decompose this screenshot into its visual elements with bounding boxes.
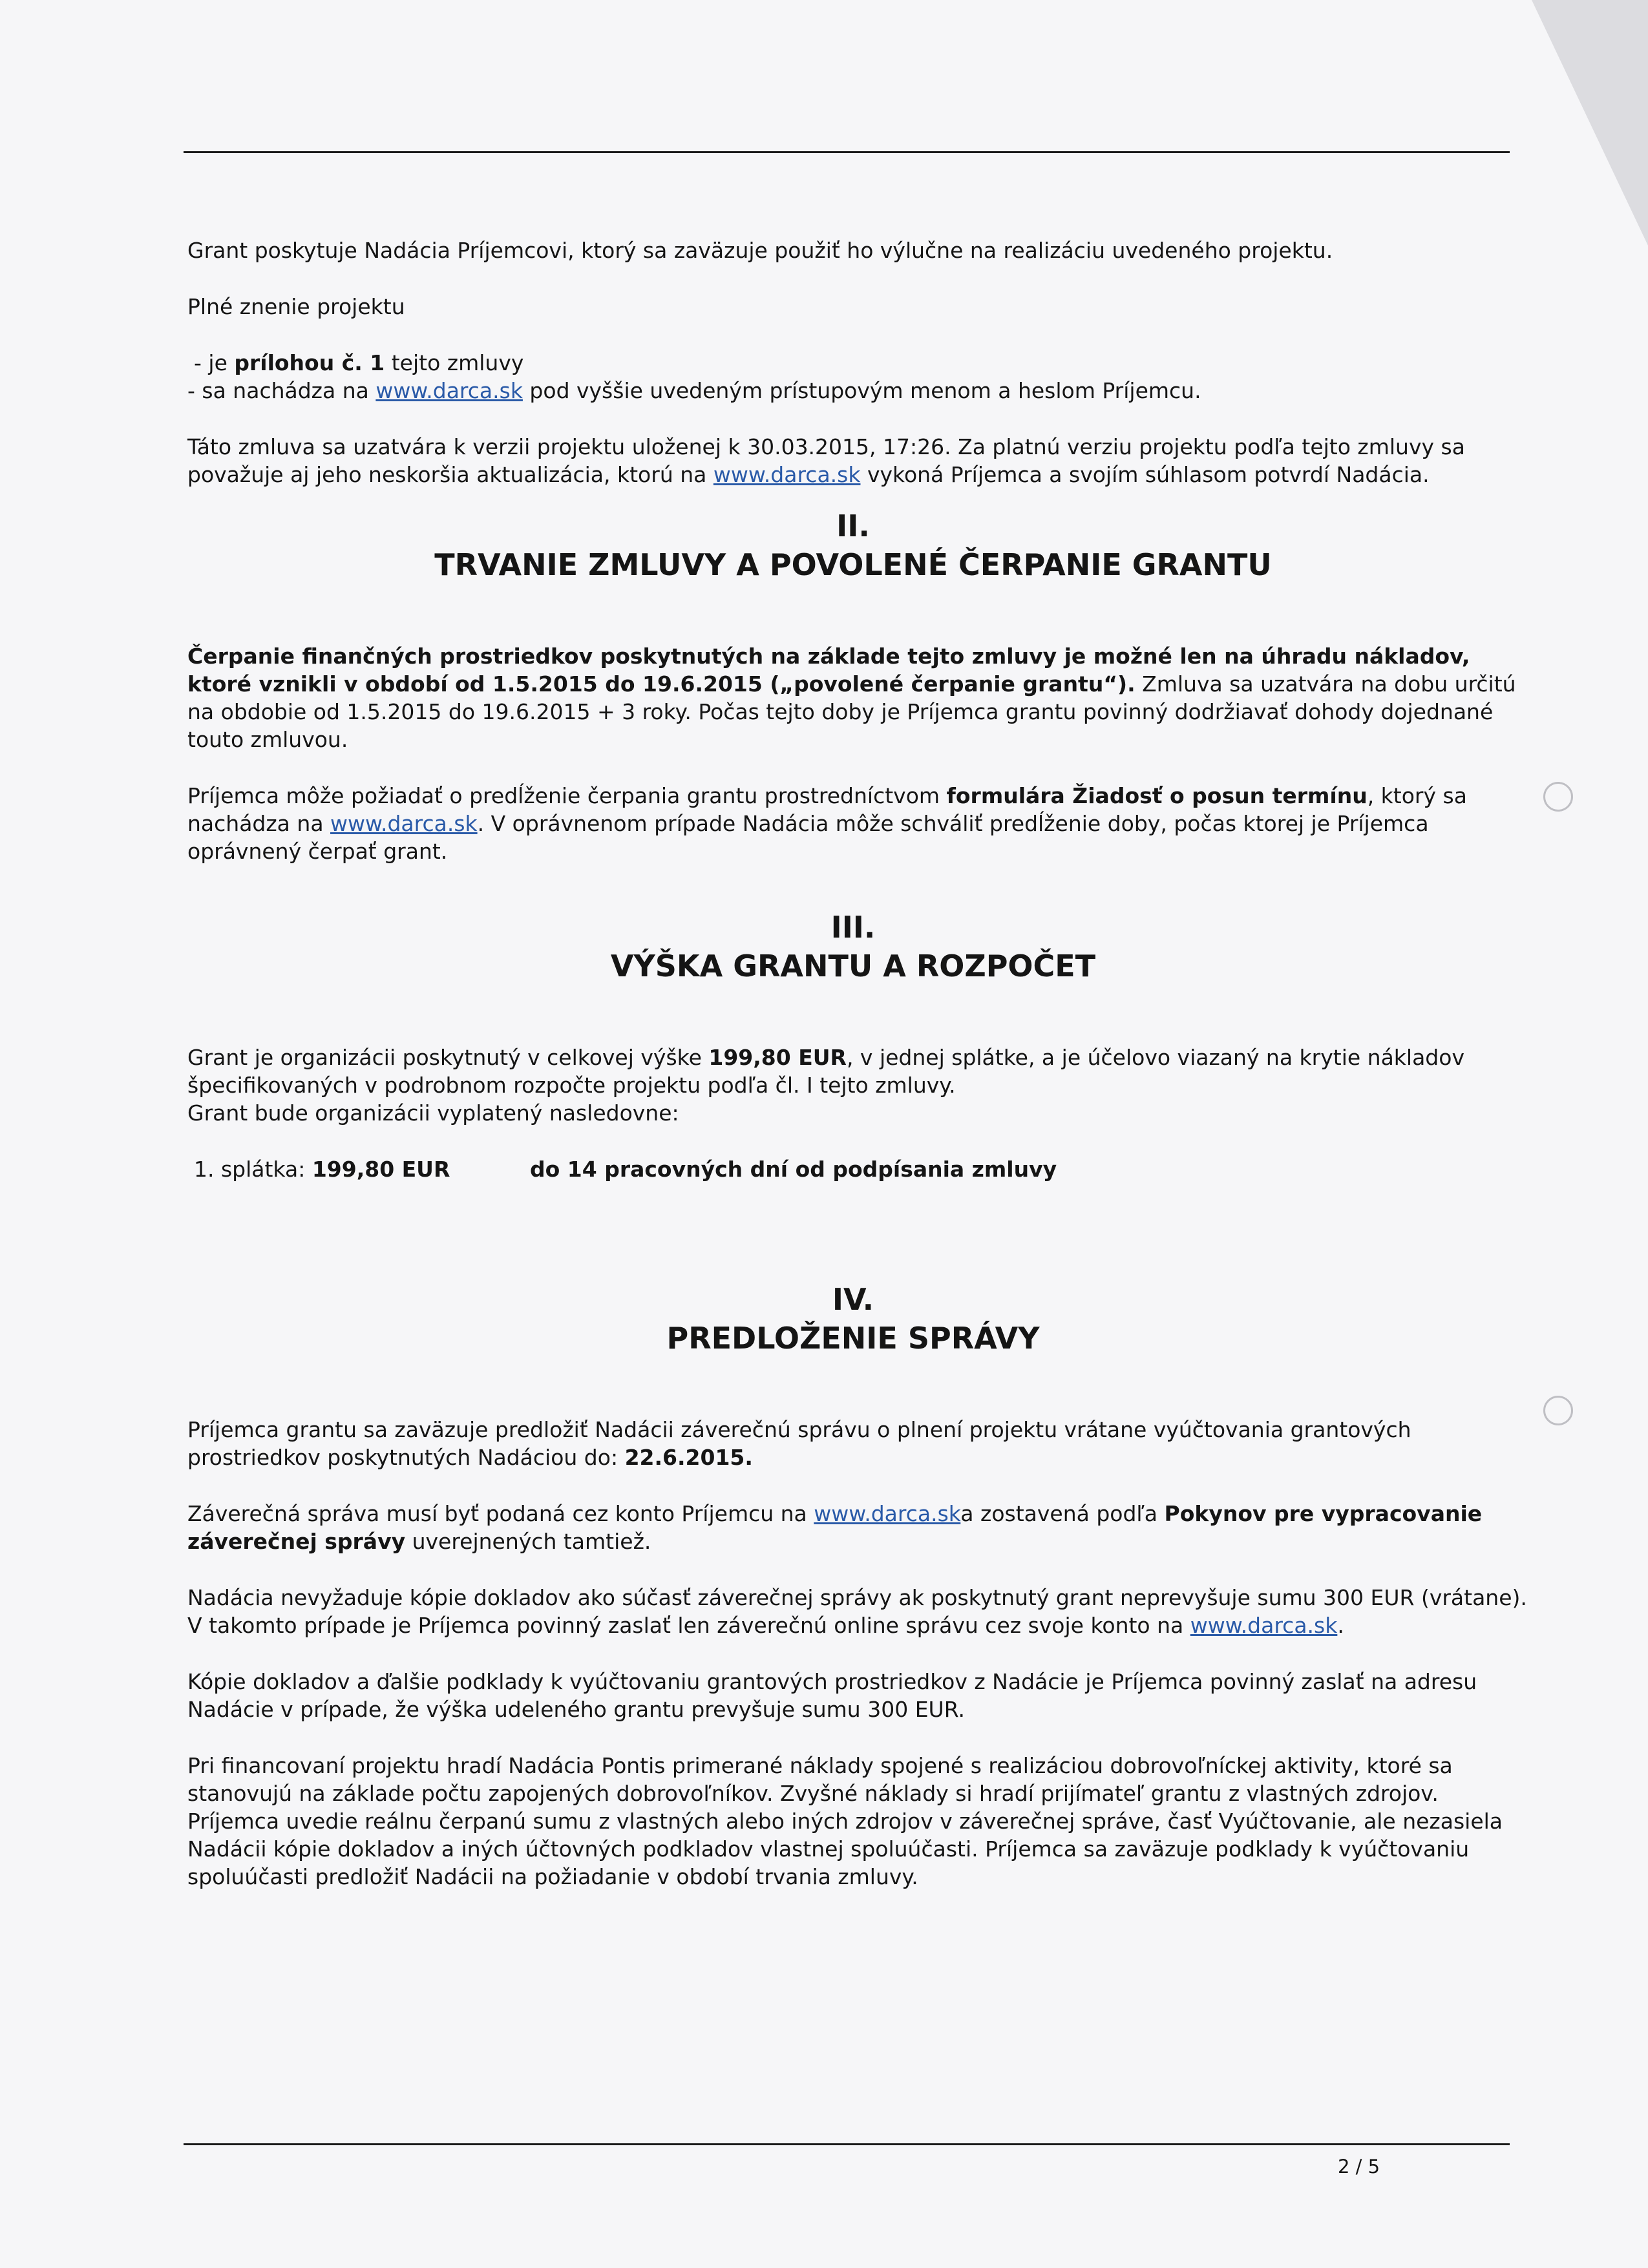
folded-corner [1532, 0, 1648, 246]
section-numeral: III. [830, 910, 876, 945]
financing-paragraph: Pri financovaní projektu hradí Nadácia Pontis primerané náklady spojené s realizáciou dobrovoľníckej aktivity, ktoré sa stanovujú na základe počtu zapojených dobrovoľníkov. Zvyšné náklady si hradí prijímateľ grantu z vlastných zdrojov. Príjemca uvedie reálnu čerpanú sumu z vlastných alebo iných zdrojov v záverečnej správe, časť Vyúčtovanie, ale nezasiela Nadácii kópie dokladov a iných účtovných podkladov vlastnej spoluúčasti. Príjemca sa zaväzuje podklady k vyúčtovaniu spoluúčasti predložiť Nadácii na požiadanie v období trvania zmluvy. [187, 1753, 1503, 1889]
report-deadline-paragraph: Príjemca grantu sa zaväzuje predložiť Nadácii záverečnú správu o plnení projektu vrátane vyúčtovania grantových prostriedkov poskytnutých Nadáciou do: 22.6.2015. [187, 1417, 1411, 1470]
section-title: VÝŠKA GRANTU A ROZPOČET [610, 949, 1096, 983]
report-submission-paragraph: Záverečná správa musí byť podaná cez konto Príjemcu na www.darca.ska zostavená podľa Pokynov pre vypracovanie záverečnej správy uverejnených tamtiež. [187, 1501, 1483, 1554]
website-item: - sa nachádza na www.darca.sk pod vyššie uvedeným prístupovým menom a heslom Príjemcu. [187, 378, 1201, 403]
drawdown-paragraph: Čerpanie finančných prostriedkov poskytnutých na základe tejto zmluvy je možné len na úhradu nákladov, ktoré vznikli v období od 1.5.2015 do 19.6.2015 („povolené čerpanie grantu“). Zmluva sa uzatvára na dobu určitú na obdobie od 1.5.2015 do 19.6.2015 + 3 roky. Počas tejto doby je Príjemca grantu povinný dodržiavať dohody dojednané touto zmluvou. [187, 644, 1516, 752]
section-numeral: IV. [832, 1282, 874, 1317]
footer-rule [184, 2143, 1510, 2145]
section-numeral: II. [836, 509, 870, 543]
darca-link[interactable]: www.darca.sk [330, 811, 478, 836]
punch-hole [1543, 1396, 1573, 1425]
header-rule [184, 151, 1510, 153]
documents-paragraph: Kópie dokladov a ďalšie podklady k vyúčtovaniu grantových prostriedkov z Nadácie je Príjemca povinný zaslať na adresu Nadácie v prípade, že výška udeleného grantu prevyšuje sumu 300 EUR. [187, 1669, 1477, 1722]
grant-amount-paragraph: Grant je organizácii poskytnutý v celkovej výške 199,80 EUR, v jednej splátke, a je účelovo viazaný na krytie nákladov špecifikovaných v podrobnom rozpočte projektu podľa čl. I tejto zmluvy. [187, 1045, 1464, 1098]
darca-link[interactable]: www.darca.sk [814, 1501, 961, 1526]
section-title: PREDLOŽENIE SPRÁVY [666, 1321, 1040, 1356]
attachment-item: - je prílohou č. 1 tejto zmluvy [194, 350, 524, 375]
document-body [187, 236, 1532, 1891]
page-number: 2 / 5 [1338, 2156, 1380, 2178]
version-paragraph: Táto zmluva sa uzatvára k verzii projektu uloženej k 30.03.2015, 17:26. Za platnú verziu projektu podľa tejto zmluvy sa považuje aj jeho neskoršia aktualizácia, ktorú na www.darca.sk vykoná Príjemca a svojím súhlasom potvrdí Nadácia. [187, 434, 1465, 487]
project-text-label: Plné znenie projektu [187, 294, 405, 319]
receipts-paragraph: Nadácia nevyžaduje kópie dokladov ako súčasť záverečnej správy ak poskytnutý grant neprevyšuje sumu 300 EUR (vrátane). V takomto prípade je Príjemca povinný zaslať len záverečnú online správu cez svoje konto na www.darca.sk. [187, 1585, 1527, 1638]
punch-hole [1543, 782, 1573, 812]
darca-link[interactable]: www.darca.sk [1190, 1613, 1338, 1638]
installment-row: 1. splátka: 199,80 EUR do 14 pracovných dní od podpísania zmluvy [194, 1157, 1057, 1182]
intro-paragraph: Grant poskytuje Nadácia Príjemcovi, ktorý sa zaväzuje použiť ho výlučne na realizáciu uvedeného projektu. [187, 238, 1333, 263]
darca-link[interactable]: www.darca.sk [713, 462, 861, 487]
darca-link[interactable]: www.darca.sk [375, 378, 523, 403]
payment-intro: Grant bude organizácii vyplatený nasledovne: [187, 1100, 679, 1126]
section-title: TRVANIE ZMLUVY A POVOLENÉ ČERPANIE GRANTU [434, 547, 1272, 582]
extension-paragraph: Príjemca môže požiadať o predĺženie čerpania grantu prostredníctvom formulára Žiadosť o posun termínu, ktorý sa nachádza na www.darca.sk. V oprávnenom prípade Nadácia môže schváliť predĺženie doby, počas ktorej je Príjemca oprávnený čerpať grant. [187, 783, 1467, 864]
